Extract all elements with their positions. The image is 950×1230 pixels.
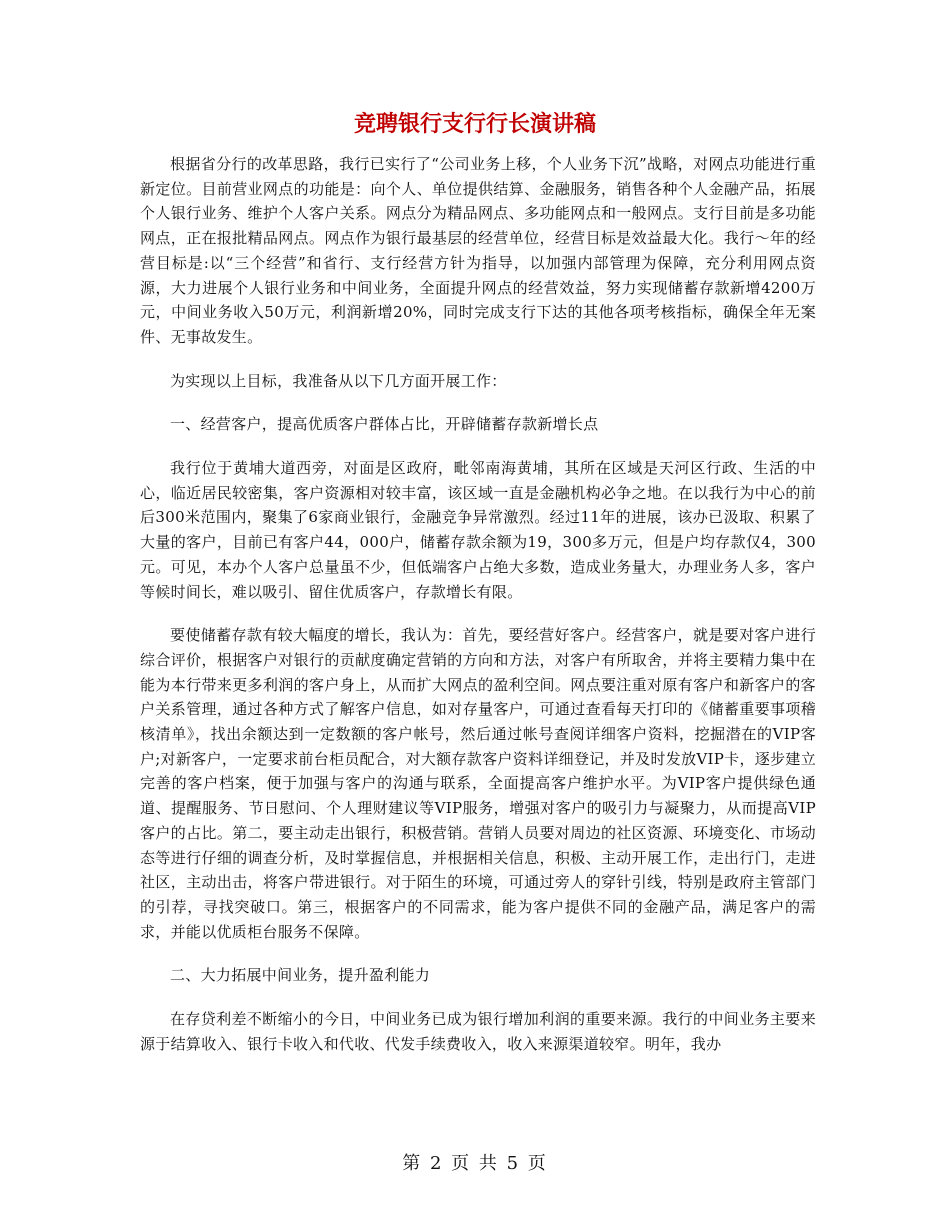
paragraph: 在存贷利差不断缩小的今日，中间业务已成为银行增加利润的重要来源。我行的中间业务主要来源于结算收入、银行卡收入和代收、代发手续费收入，收入来源渠道较窄。明年，我办	[140, 1010, 816, 1053]
page-footer: 第 2 页 共 5 页	[402, 1153, 548, 1174]
paragraph: 根据省分行的改革思路，我行已实行了“公司业务上移，个人业务下沉”战略，对网点功能进行重新定位。目前营业网点的功能是：向个人、单位提供结算、金融服务，销售各种个人金融产品，拓展个人银行业务、维护个人客户关系。网点分为精品网点、多功能网点和一般网点。支行目前是多功能网点，正在报批精品网点。网点作为银行最基层的经营单位，经营目标是效益最大化。我行～年的经营目标是:以“三个经营”和省行、支行经营方针为指导，以加强内部管理为保障，充分利用网点资源，大力进展个人银行业务和中间业务，全面提升网点的经营效益，努力实现储蓄存款新增4200万元，中间业务收入50万元，利润新增20%，同时完成支行下达的其他各项考核指标，确保全年无案件、无事故发生。	[140, 155, 816, 346]
paragraph: 我行位于黄埔大道西旁，对面是区政府，毗邻南海黄埔，其所在区域是天河区行政、生活的中心，临近居民较密集，客户资源相对较丰富，该区域一直是金融机构必争之地。在以我行为中心的前后300米范围内，聚集了6家商业银行，金融竞争异常激烈。经过11年的进展，该办已汲取、积累了大量的客户，目前已有客户44，000户，储蓄存款余额为19，300多万元，但是户均存款仅4，300元。可见，本办个人客户总量虽不少，但低端客户占绝大多数，造成业务量大，办理业务人多，客户等候时间长，难以吸引、留住优质客户，存款增长有限。	[140, 459, 816, 601]
document-body	[140, 152, 816, 1076]
paragraph: 要使储蓄存款有较大幅度的增长，我认为：首先，要经营好客户。经营客户，就是要对客户进行综合评价，根据客户对银行的贡献度确定营销的方向和方法，对客户有所取舍，并将主要精力集中在能为本行带来更多利润的客户身上，从而扩大网点的盈利空间。网点要注重对原有客户和新客户的客户关系管理，通过各种方式了解客户信息，如对存量客户，可通过查看每天打印的《储蓄重要事项稽核清单》，找出余额达到一定数额的客户帐号，然后通过帐号查阅详细客户资料，挖掘潜在的VIP客户;对新客户，一定要求前台柜员配合，对大额存款客户资料详细登记，并及时发放VIP卡，逐步建立完善的客户档案，便于加强与客户的沟通与联系，全面提高客户维护水平。为VIP客户提供绿色通道、提醒服务、节日慰问、个人理财建议等VIP服务，增强对客户的吸引力与凝聚力，从而提高VIP客户的占比。第二，要主动走出银行，积极营销。营销人员要对周边的社区资源、环境变化、市场动态等进行仔细的调查分析，及时掌握信息，并根据相关信息，积极、主动开展工作，走出行门，走进社区，主动出击，将客户带进银行。对于陌生的环境，可通过旁人的穿针引线，特别是政府主管部门的引荐，寻找突破口。第三，根据客户的不同需求，能为客户提供不同的金融产品，满足客户的需求，并能以优质柜台服务不保障。	[140, 626, 816, 941]
section-heading: 一、经营客户，提高优质客户群体占比，开辟储蓄存款新增长点	[170, 415, 599, 434]
section-heading: 二、大力拓展中间业务，提升盈利能力	[170, 966, 431, 985]
page-title: 竞聘银行支行行长演讲稿	[353, 112, 596, 137]
paragraph: 为实现以上目标，我准备从以下几方面开展工作：	[170, 371, 507, 390]
